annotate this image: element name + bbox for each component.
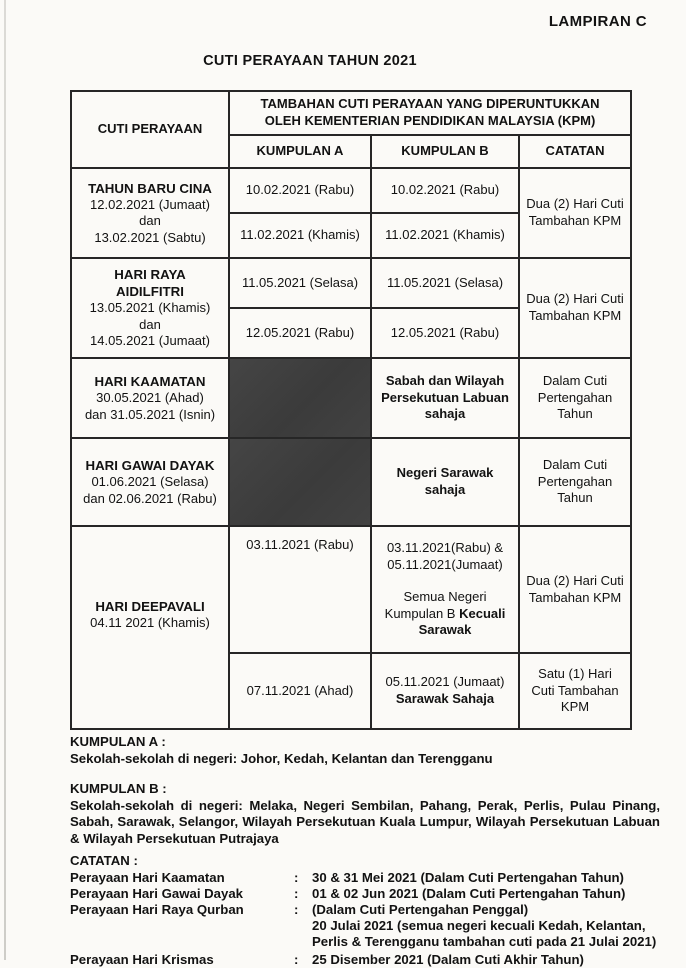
catatan-text: Satu (1) Hari Cuti Tambahan KPM — [531, 666, 619, 715]
header-kumpulan-b: KUMPULAN B — [371, 135, 519, 168]
catatan-text: Dua (2) Hari Cuti Tambahan KPM — [526, 291, 624, 323]
cell-kaamatan-name — [71, 358, 229, 438]
cell-deepavali-kumpulan-b-2 — [371, 653, 519, 729]
holiday-table — [70, 90, 632, 730]
holiday-date-line: 13.05.2021 (Khamis) — [89, 300, 211, 316]
footnotes — [70, 734, 660, 968]
kumpulan-b-scope — [381, 589, 509, 639]
catatan-item-value: 01 & 02 Jun 2021 (Dalam Cuti Pertengahan Tahun) — [312, 885, 626, 901]
cell-gawai-catatan — [519, 438, 631, 526]
scope-normal: Semua Negeri Kumpulan B — [384, 589, 487, 621]
spacer — [375, 573, 515, 589]
catatan-item-qurban — [70, 902, 660, 950]
kumpulan-b-date-line: 05.11.2021 (Jumaat) — [385, 674, 505, 690]
cell-hra-kumpulan-a-2: 12.05.2021 (Rabu) — [229, 308, 371, 358]
catatan-value-line: (Dalam Cuti Pertengahan Penggal) — [312, 901, 529, 917]
kumpulan-a-heading: KUMPULAN A : — [70, 734, 166, 749]
holiday-date-line: 14.05.2021 (Jumaat) — [90, 333, 210, 349]
cell-gawai-kumpulan-b: Negeri Sarawak sahaja — [371, 438, 519, 526]
holiday-name: HARI DEEPAVALI — [95, 598, 205, 614]
kumpulan-b-date-line: 05.11.2021(Jumaat) — [387, 556, 503, 572]
catatan-item-colon: : — [294, 885, 299, 901]
cell-deepavali-kumpulan-a-1: 03.11.2021 (Rabu) — [229, 526, 371, 653]
kumpulan-a-text: Sekolah-sekolah di negeri: Johor, Kedah, Kelantan dan Terengganu — [70, 750, 493, 766]
holiday-date-line: 12.02.2021 (Jumaat) — [90, 196, 210, 212]
holiday-name: HARI RAYA — [114, 267, 186, 283]
holiday-date-line: 30.05.2021 (Ahad) — [96, 389, 204, 405]
catatan-item-gawai — [70, 886, 660, 902]
catatan-text: Dalam Cuti Pertengahan Tahun — [537, 457, 613, 506]
catatan-value-line: 20 Julai 2021 (semua negeri kecuali Kedah, Kelantan, — [312, 917, 646, 933]
catatan-item-value — [312, 902, 660, 950]
header-tambahan-cuti-span — [229, 91, 631, 135]
cell-hra-catatan — [519, 258, 631, 358]
cell-deepavali-kumpulan-a-2: 07.11.2021 (Ahad) — [229, 653, 371, 729]
holiday-date-line: dan — [139, 213, 161, 229]
holiday-date-line: 04.11 2021 (Khamis) — [90, 614, 210, 630]
cell-kaamatan-catatan — [519, 358, 631, 438]
cell-deepavali-kumpulan-b-1 — [371, 526, 519, 653]
kumpulan-b-heading: KUMPULAN B : — [70, 781, 167, 796]
catatan-item-colon: : — [294, 901, 299, 917]
cell-tahun-baru-cina-name — [71, 168, 229, 258]
catatan-text: Dalam Cuti Pertengahan Tahun — [537, 373, 613, 422]
holiday-date-line: dan — [139, 316, 161, 332]
holiday-name: TAHUN BARU CINA — [88, 180, 212, 196]
cell-kaamatan-kumpulan-a-redacted — [229, 358, 371, 438]
corner-label: LAMPIRAN C — [548, 13, 647, 30]
holiday-date-line: dan 31.05.2021 (Isnin) — [84, 406, 216, 422]
cell-tbc-kumpulan-a-2: 11.02.2021 (Khamis) — [229, 213, 371, 258]
catatan-item-value: 25 Disember 2021 (Dalam Cuti Akhir Tahun) — [312, 951, 584, 967]
cell-tbc-kumpulan-b-1: 10.02.2021 (Rabu) — [371, 168, 519, 213]
catatan-value-line: Perlis & Terengganu tambahan cuti pada 21 Julai 2021) — [312, 933, 657, 949]
catatan-text: Dua (2) Hari Cuti Tambahan KPM — [526, 196, 624, 228]
scope-bold: Kecuali Sarawak — [418, 605, 506, 638]
catatan-item-label: Perayaan Hari Kaamatan — [70, 869, 225, 885]
catatan-heading: CATATAN : — [70, 853, 138, 868]
cell-hra-kumpulan-b-2: 12.05.2021 (Rabu) — [371, 308, 519, 358]
cell-deepavali-catatan-2 — [519, 653, 631, 729]
cell-gawai-name — [71, 438, 229, 526]
holiday-name: HARI GAWAI DAYAK — [85, 457, 215, 473]
page-title: CUTI PERAYAAN TAHUN 2021 — [203, 53, 417, 69]
cell-deepavali-name — [71, 526, 229, 729]
catatan-item-label: Perayaan Hari Gawai Dayak — [70, 885, 244, 901]
cell-tbc-kumpulan-a-1: 10.02.2021 (Rabu) — [229, 168, 371, 213]
cell-hra-kumpulan-b-1: 11.05.2021 (Selasa) — [371, 258, 519, 308]
header-kumpulan-a: KUMPULAN A — [229, 135, 371, 168]
kumpulan-b-date-line: 03.11.2021(Rabu) & — [386, 539, 504, 555]
holiday-date-line: dan 02.06.2021 (Rabu) — [83, 490, 217, 506]
cell-deepavali-catatan-1 — [519, 526, 631, 653]
header-span-line1: TAMBAHAN CUTI PERAYAAN YANG DIPERUNTUKKAN — [260, 96, 600, 112]
catatan-item-kaamatan — [70, 870, 660, 886]
holiday-name: AIDILFITRI — [116, 284, 184, 300]
header-catatan: CATATAN — [519, 135, 631, 168]
cell-tbc-catatan — [519, 168, 631, 258]
catatan-item-colon: : — [294, 869, 299, 885]
cell-kaamatan-kumpulan-b: Sabah dan Wilayah Persekutuan Labuan sahaja — [371, 358, 519, 438]
holiday-name: HARI KAAMATAN — [94, 373, 206, 389]
cell-hra-kumpulan-a-1: 11.05.2021 (Selasa) — [229, 258, 371, 308]
kumpulan-b-scope: Sarawak Sahaja — [395, 691, 495, 706]
kumpulan-b-text: Sekolah-sekolah di negeri: Melaka, Negeri Sembilan, Pahang, Perak, Perlis, Pulau Pinang, Sabah, Sarawak, Selangor, Wilayah Persekutuan Kuala Lumpur, Wilayah Persekutuan Labuan & Wilayah Persekutuan Putrajaya — [70, 797, 660, 846]
catatan-item-label: Perayaan Hari Krismas — [70, 951, 214, 967]
header-span-line2: OLEH KEMENTERIAN PENDIDIKAN MALAYSIA (KPM) — [264, 113, 596, 128]
catatan-item-colon: : — [294, 951, 299, 967]
catatan-item-label: Perayaan Hari Raya Qurban — [70, 901, 244, 917]
cell-tbc-kumpulan-b-2: 11.02.2021 (Khamis) — [371, 213, 519, 258]
header-cuti-perayaan: CUTI PERAYAAN — [71, 91, 229, 168]
holiday-date-line: 01.06.2021 (Selasa) — [91, 473, 209, 489]
catatan-item-value: 30 & 31 Mei 2021 (Dalam Cuti Pertengahan Tahun) — [312, 869, 624, 885]
cell-aidilfitri-name — [71, 258, 229, 358]
cell-gawai-kumpulan-a-redacted — [229, 438, 371, 526]
scan-paper-edge — [4, 0, 6, 960]
catatan-text: Dua (2) Hari Cuti Tambahan KPM — [526, 572, 624, 605]
holiday-date-line: 13.02.2021 (Sabtu) — [94, 229, 206, 245]
